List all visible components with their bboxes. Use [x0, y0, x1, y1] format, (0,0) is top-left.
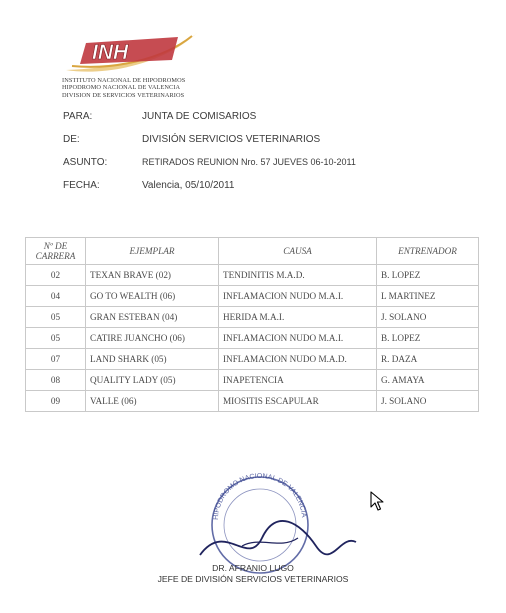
cell-causa: INFLAMACION NUDO M.A.D.	[219, 349, 377, 370]
cell-carrera: 09	[26, 391, 86, 412]
cell-ejemplar: GO TO WEALTH (06)	[86, 286, 219, 307]
table-row	[26, 328, 479, 349]
header-ejemplar: EJEMPLAR	[86, 238, 219, 265]
institution-line: INSTITUTO NACIONAL DE HIPODROMOS	[62, 77, 186, 84]
cell-carrera: 02	[26, 265, 86, 286]
cell-carrera: 08	[26, 370, 86, 391]
cell-entrenador: J. SOLANO	[377, 307, 479, 328]
header-carrera: Nº DE CARRERA	[26, 238, 86, 265]
inh-logo	[62, 26, 202, 78]
cell-causa: INAPETENCIA	[219, 370, 377, 391]
cell-carrera: 04	[26, 286, 86, 307]
institution-block	[62, 77, 185, 99]
table-row	[26, 286, 479, 307]
signer-name: DR. AFRANIO LUGO	[212, 563, 294, 573]
cell-causa: MIOSITIS ESCAPULAR	[219, 391, 377, 412]
cell-ejemplar: QUALITY LADY (05)	[86, 370, 219, 391]
de-value: DIVISIÓN SERVICIOS VETERINARIOS	[142, 134, 321, 145]
para-label: PARA:	[63, 111, 93, 122]
cell-entrenador: J. SOLANO	[377, 391, 479, 412]
cell-ejemplar: GRAN ESTEBAN (04)	[86, 307, 219, 328]
asunto-value: RETIRADOS REUNION Nro. 57 JUEVES 06-10-2011	[142, 157, 356, 167]
table-row	[26, 307, 479, 328]
table-row	[26, 265, 479, 286]
fecha-value: Valencia, 05/10/2011	[142, 180, 235, 191]
cell-ejemplar: VALLE (06)	[86, 391, 219, 412]
para-value: JUNTA DE COMISARIOS	[142, 111, 257, 122]
signer-title: JEFE DE DIVISIÓN SERVICIOS VETERINARIOS	[157, 574, 349, 584]
cell-carrera: 05	[26, 328, 86, 349]
cell-carrera: 05	[26, 307, 86, 328]
cell-entrenador: B. LOPEZ	[377, 328, 479, 349]
cell-causa: HERIDA M.A.I.	[219, 307, 377, 328]
table-row	[26, 370, 479, 391]
cell-entrenador: B. LOPEZ	[377, 265, 479, 286]
cell-causa: INFLAMACION NUDO M.A.I.	[219, 286, 377, 307]
cell-entrenador: L MARTINEZ	[377, 286, 479, 307]
table-header-row	[26, 238, 479, 265]
cell-entrenador: R. DAZA	[377, 349, 479, 370]
cell-ejemplar: CATIRE JUANCHO (06)	[86, 328, 219, 349]
cell-causa: TENDINITIS M.A.D.	[219, 265, 377, 286]
de-label: DE:	[63, 134, 80, 145]
institution-line: HIPODROMO NACIONAL DE VALENCIA	[62, 84, 181, 92]
fecha-label: FECHA:	[63, 180, 100, 191]
retirados-table	[25, 237, 479, 412]
cell-entrenador: G. AMAYA	[377, 370, 479, 391]
logo-text: INH	[92, 41, 129, 64]
stamp-text: HIPODROMO NACIONAL DE VALENCIA	[212, 472, 307, 521]
cell-ejemplar: TEXAN BRAVE (02)	[86, 265, 219, 286]
cell-carrera: 07	[26, 349, 86, 370]
header-entrenador: ENTRENADOR	[377, 238, 479, 265]
signature-stroke	[200, 521, 356, 555]
cell-ejemplar: LAND SHARK (05)	[86, 349, 219, 370]
svg-text:HIPODROMO NACIONAL DE VALENCIA	[213, 473, 307, 520]
cell-causa: INFLAMACION NUDO M.A.I.	[219, 328, 377, 349]
institution-line: DIVISION DE SERVICIOS VETERINARIOS	[62, 91, 185, 99]
table-row	[26, 349, 479, 370]
mouse-cursor-icon	[370, 491, 384, 511]
header-causa: CAUSA	[219, 238, 377, 265]
table-row	[26, 391, 479, 412]
asunto-label: ASUNTO:	[63, 157, 108, 168]
